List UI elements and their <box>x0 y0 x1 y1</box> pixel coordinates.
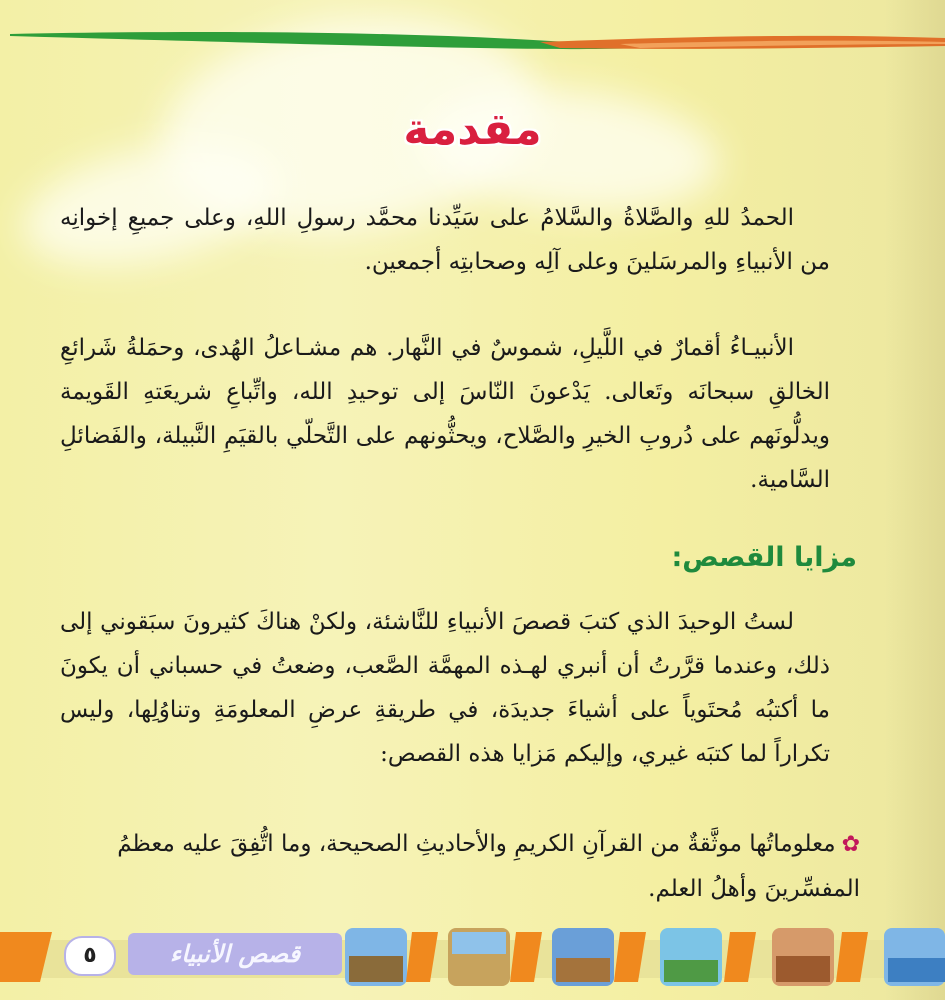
section-heading: مزايا القصص: <box>671 542 857 573</box>
series-label: قصص الأنبياء <box>128 933 342 975</box>
section-paragraph: لستُ الوحيدَ الذي كتبَ قصصَ الأنبياءِ للنَّاشئة، ولكنْ هناكَ كثيرونَ سبَقوني إلى ذلك، وعندما قرَّرتُ أن أنبري لهـذه المهمَّة الصَّعب، وضعتُ في حسباني أن يكونَ ما أكتبُه مُحتَوياً على أشياءَ جديدَة، في طريقةِ عرضِ المعلومَةِ وتناوُلِها، وليس تكراراً لما كتبَه غيري، وإليكم مَزايا هذه القصص: <box>60 609 830 767</box>
page-number: ٥ <box>64 936 116 976</box>
intro-paragraph-2: الأنبيـاءُ أقمارٌ في اللَّيلِ، شموسٌ في النَّهار. هم مشـاعلُ الهُدى، وحمَلةُ شَرائعِ الخالقِ سبحانَه وتَعالى. يَدْعونَ النّاسَ إلى توحيدِ الله، واتِّباعِ شريعَتهِ القَويمة ويدلُّونَهم على دُروبِ الخيرِ والصَّلاح، ويحثُّونهم على التَّحلّي بالقيَمِ النَّبيلة، والفَضائلِ السَّامية. <box>60 335 830 493</box>
bullet-text: معلوماتُها موثَّقةٌ من القرآنِ الكريمِ والأحاديثِ الصحيحة، وما اتُّفِقَ عليه معظمُ المفسِّرينَ وأهلُ العلم. <box>117 831 860 902</box>
page-title: مقدمة <box>403 104 542 155</box>
intro-paragraph-1: الحمدُ للهِ والصَّلاةُ والسَّلامُ على سَيِّدنا محمَّد رسولِ اللهِ، وعلى جميعِ إخوانِه من الأنبياءِ والمرسَلينَ وعلى آلِه وصحابتِه أجمعين. <box>60 205 830 275</box>
flower-bullet-icon: ✿ <box>841 832 860 857</box>
list-item <box>60 822 860 911</box>
top-decorative-band <box>0 22 945 62</box>
